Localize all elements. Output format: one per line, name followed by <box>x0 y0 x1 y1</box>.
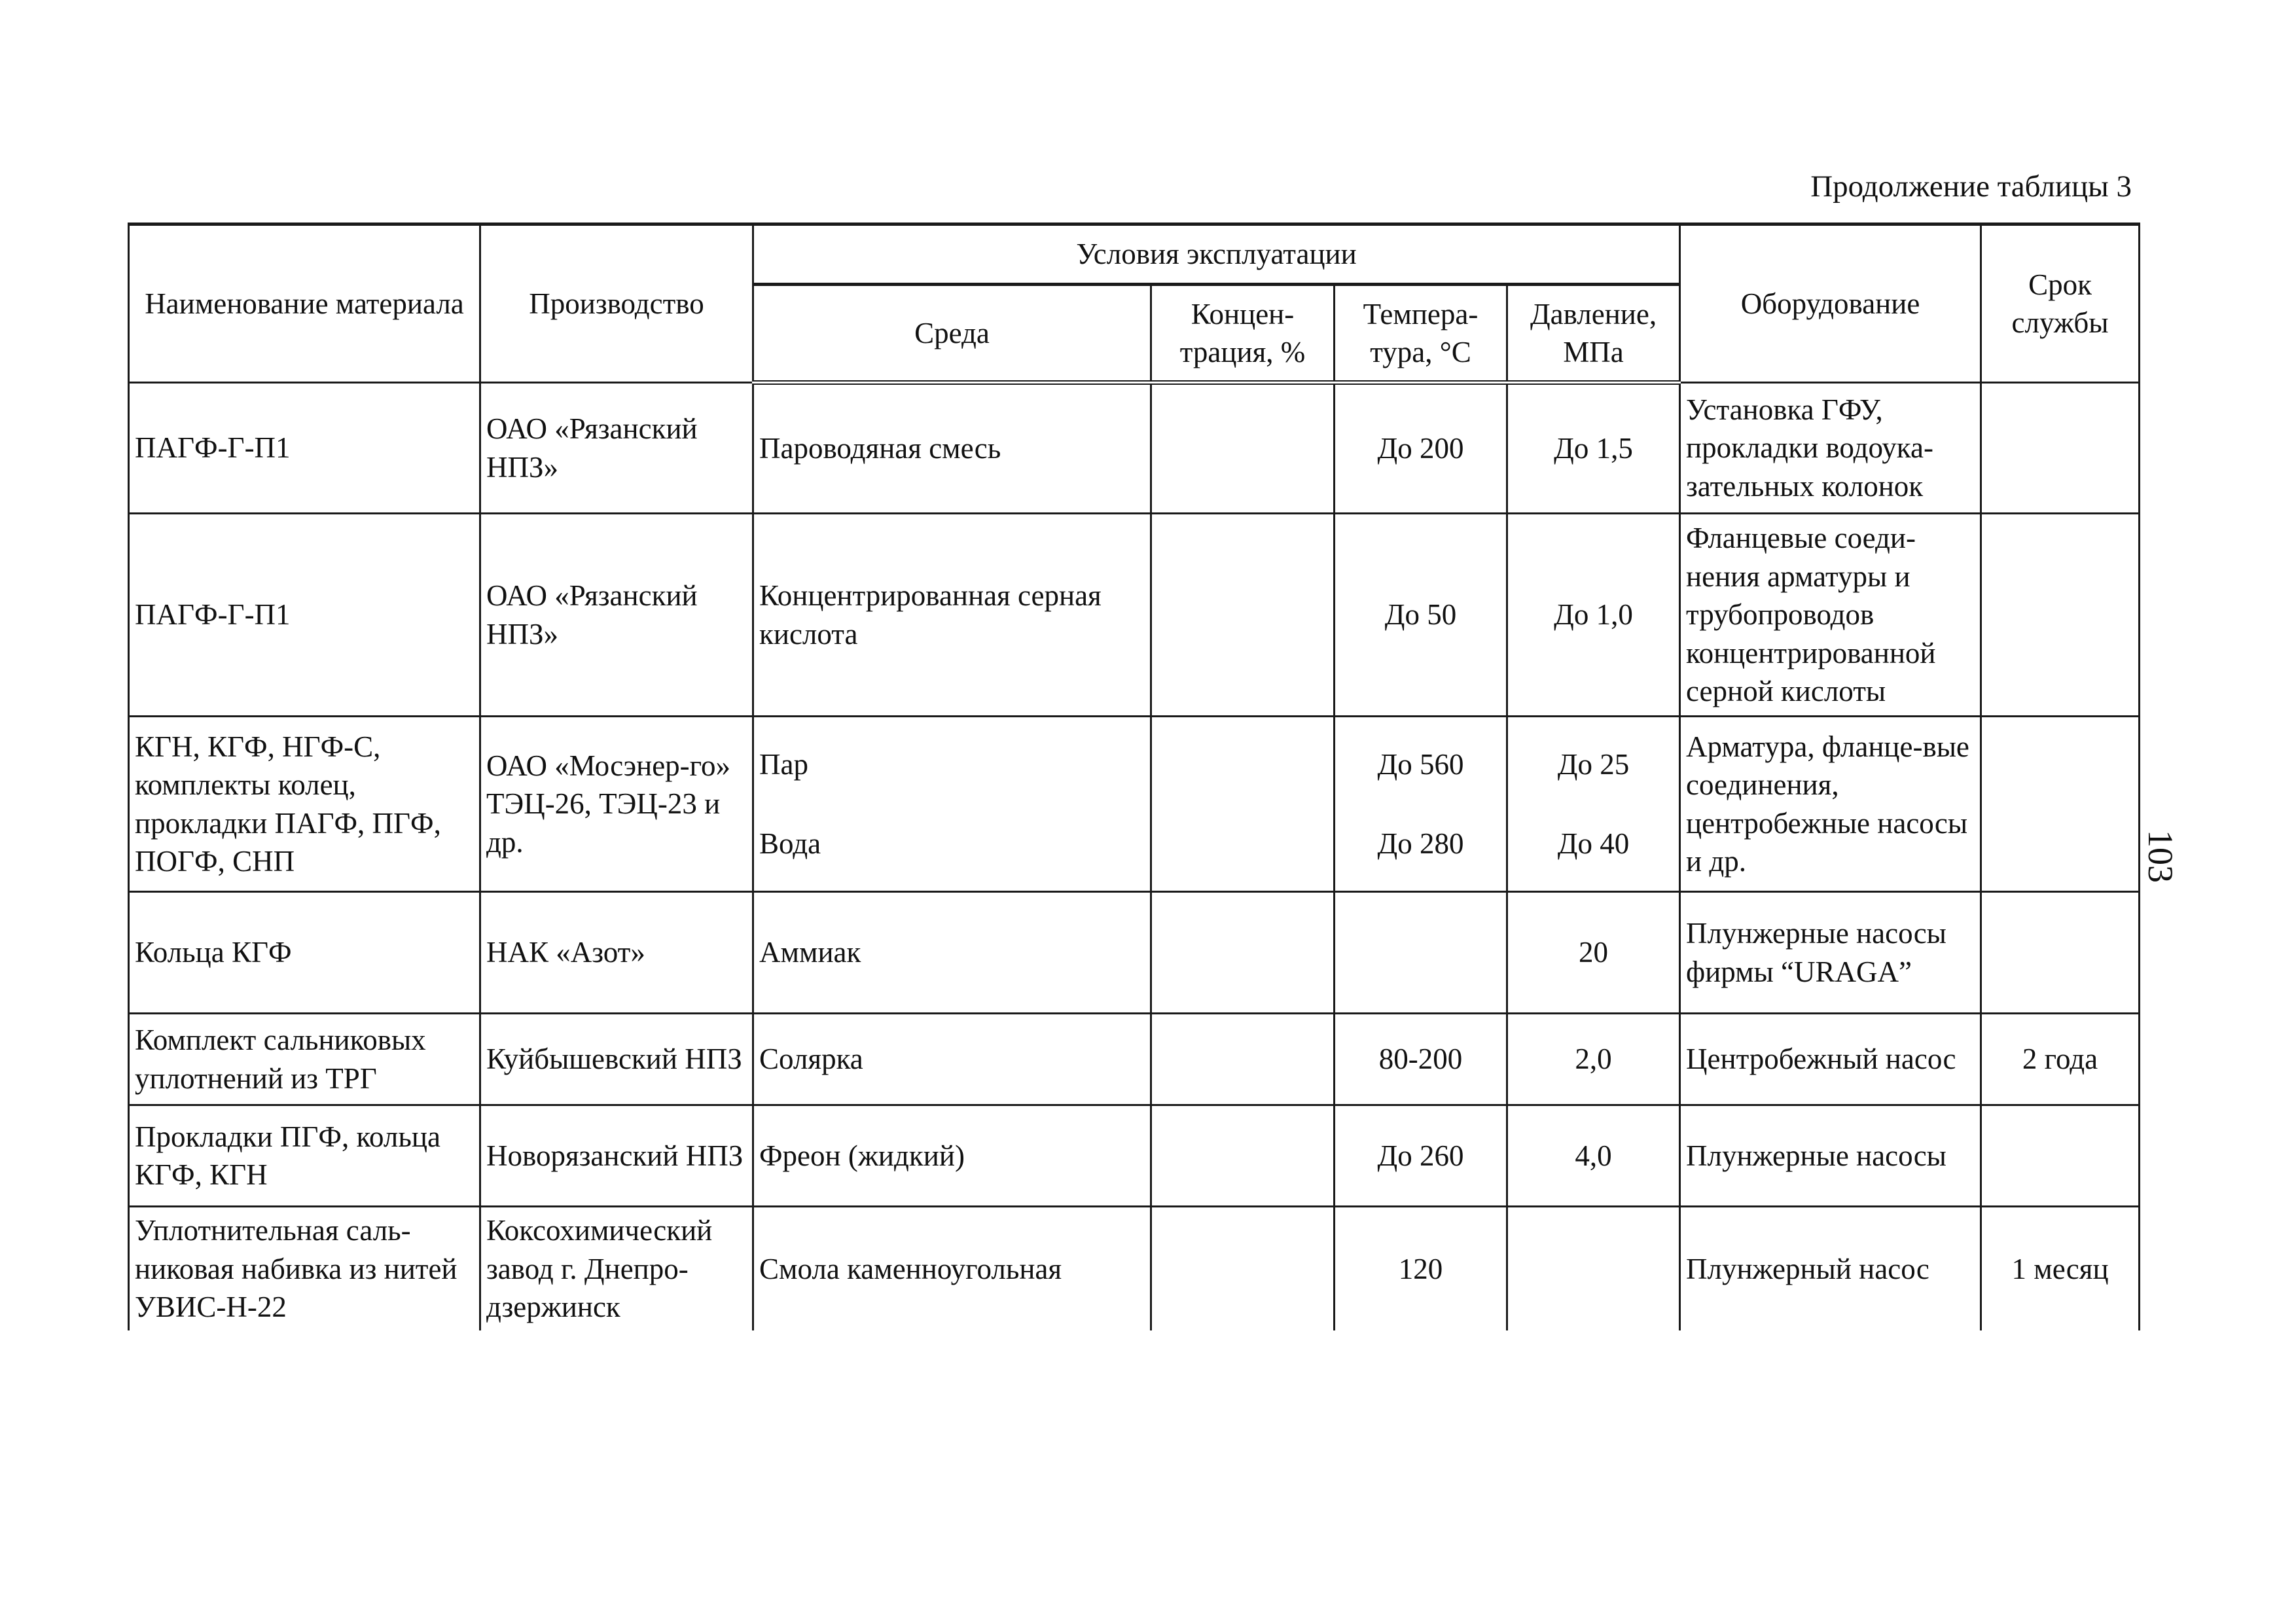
cell-material: Кольца КГФ <box>129 892 480 1014</box>
temperature-value-water: До 280 <box>1377 827 1464 860</box>
cell-concentration <box>1151 892 1335 1014</box>
table-row <box>129 1014 2140 1105</box>
cell-medium: Аммиак <box>753 892 1151 1014</box>
cell-temperature: До 50 <box>1335 514 1507 717</box>
header-production: Производство <box>480 224 753 383</box>
cell-medium: Концентрированная серная кислота <box>753 514 1151 717</box>
cell-service-life <box>1981 383 2140 514</box>
cell-equipment: Фланцевые соеди-нения арматуры и трубопроводов концентрированной серной кислоты <box>1680 514 1981 717</box>
header-conditions: Условия эксплуатации <box>753 224 1680 285</box>
cell-equipment: Центробежный насос <box>1680 1014 1981 1105</box>
pressure-value-steam: До 25 <box>1557 748 1630 781</box>
medium-value-steam: Пар <box>759 748 808 781</box>
cell-temperature: 120 <box>1335 1207 1507 1330</box>
cell-service-life <box>1981 717 2140 892</box>
cell-pressure <box>1507 1207 1680 1330</box>
page-number: 103 <box>2141 830 2180 883</box>
table-row <box>129 1105 2140 1207</box>
cell-equipment: Плунжерные насосы <box>1680 1105 1981 1207</box>
cell-production: ОАО «Рязанский НПЗ» <box>480 383 753 514</box>
cell-pressure: До 1,5 <box>1507 383 1680 514</box>
cell-medium <box>753 717 1151 892</box>
table-caption: Продолжение таблицы 3 <box>1810 169 2132 204</box>
table-header <box>129 224 2140 383</box>
table-row <box>129 717 2140 892</box>
medium-value-water: Вода <box>759 827 821 860</box>
table-row <box>129 892 2140 1014</box>
cell-production: Куйбышевский НПЗ <box>480 1014 753 1105</box>
cell-production: Коксохимический завод г. Днепро-дзержинск <box>480 1207 753 1330</box>
cell-material: ПАГФ-Г-П1 <box>129 383 480 514</box>
cell-service-life: 1 месяц <box>1981 1207 2140 1330</box>
table-row <box>129 514 2140 717</box>
header-equipment: Оборудование <box>1680 224 1981 383</box>
cell-equipment: Арматура, фланце-вые соединения, центробежные насосы и др. <box>1680 717 1981 892</box>
cell-concentration <box>1151 1014 1335 1105</box>
cell-pressure: 20 <box>1507 892 1680 1014</box>
header-medium: Среда <box>753 285 1151 383</box>
cell-equipment: Плунжерный насос <box>1680 1207 1981 1330</box>
cell-service-life <box>1981 892 2140 1014</box>
cell-equipment: Установка ГФУ, прокладки водоука-зательных колонок <box>1680 383 1981 514</box>
cell-material: КГН, КГФ, НГФ-С, комплекты колец, прокладки ПАГФ, ПГФ, ПОГФ, СНП <box>129 717 480 892</box>
header-pressure: Давление, МПа <box>1507 285 1680 383</box>
temperature-value-steam: До 560 <box>1377 748 1464 781</box>
cell-concentration <box>1151 1207 1335 1330</box>
cell-service-life <box>1981 1105 2140 1207</box>
cell-temperature: До 200 <box>1335 383 1507 514</box>
cell-concentration <box>1151 383 1335 514</box>
cell-material: Комплект сальниковых уплотнений из ТРГ <box>129 1014 480 1105</box>
cell-temperature <box>1335 892 1507 1014</box>
cell-medium: Пароводяная смесь <box>753 383 1151 514</box>
header-concentration: Концен-трация, % <box>1151 285 1335 383</box>
cell-material: ПАГФ-Г-П1 <box>129 514 480 717</box>
cell-pressure: 4,0 <box>1507 1105 1680 1207</box>
cell-medium: Смола каменноугольная <box>753 1207 1151 1330</box>
cell-temperature: 80-200 <box>1335 1014 1507 1105</box>
cell-temperature <box>1335 717 1507 892</box>
cell-production: ОАО «Мосэнер-го» ТЭЦ-26, ТЭЦ-23 и др. <box>480 717 753 892</box>
cell-temperature: До 260 <box>1335 1105 1507 1207</box>
cell-material: Прокладки ПГФ, кольца КГФ, КГН <box>129 1105 480 1207</box>
cell-pressure: 2,0 <box>1507 1014 1680 1105</box>
materials-table <box>128 223 2140 1330</box>
cell-production: ОАО «Рязанский НПЗ» <box>480 514 753 717</box>
cell-production: Новорязанский НПЗ <box>480 1105 753 1207</box>
cell-service-life <box>1981 514 2140 717</box>
cell-pressure: До 1,0 <box>1507 514 1680 717</box>
cell-pressure <box>1507 717 1680 892</box>
cell-concentration <box>1151 717 1335 892</box>
cell-service-life: 2 года <box>1981 1014 2140 1105</box>
cell-equipment: Плунжерные насосы фирмы “URAGA” <box>1680 892 1981 1014</box>
table-row <box>129 383 2140 514</box>
header-material: Наименование материала <box>129 224 480 383</box>
cell-medium: Солярка <box>753 1014 1151 1105</box>
pressure-value-water: До 40 <box>1557 827 1630 860</box>
cell-medium: Фреон (жидкий) <box>753 1105 1151 1207</box>
cell-concentration <box>1151 514 1335 717</box>
table-row <box>129 1207 2140 1330</box>
table-body <box>129 383 2140 1330</box>
cell-concentration <box>1151 1105 1335 1207</box>
cell-material: Уплотнительная саль-никовая набивка из нитей УВИС-Н-22 <box>129 1207 480 1330</box>
header-service-life: Срок службы <box>1981 224 2140 383</box>
cell-production: НАК «Азот» <box>480 892 753 1014</box>
header-temperature: Темпера-тура, °С <box>1335 285 1507 383</box>
